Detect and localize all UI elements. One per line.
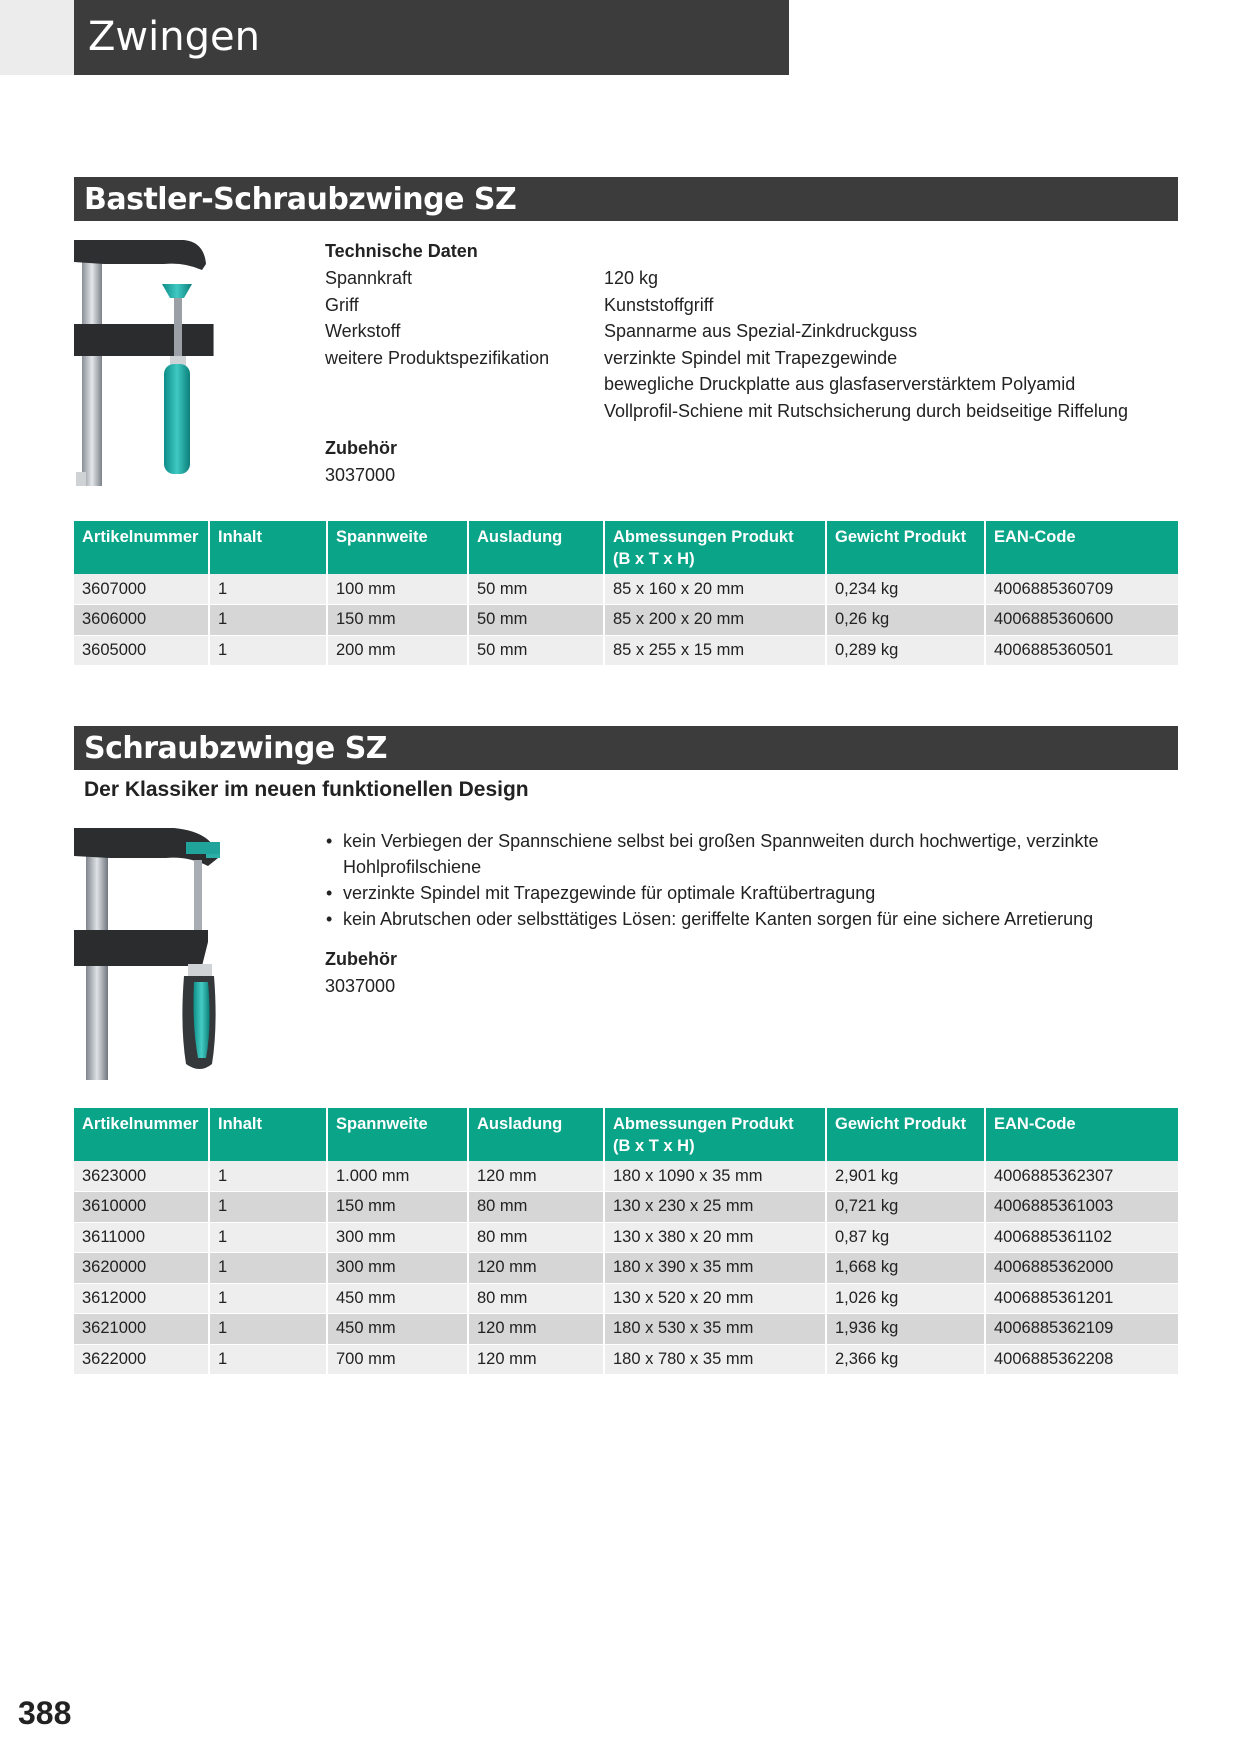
table-cell: 150 mm (327, 1192, 468, 1223)
table-cell: 85 x 160 x 20 mm (604, 574, 826, 605)
table-row (74, 1253, 1178, 1284)
col-header: Inhalt (209, 1108, 327, 1161)
table-cell: 80 mm (468, 1192, 604, 1223)
col-header: Ausladung (468, 1108, 604, 1161)
accessory-block (325, 435, 397, 488)
table-cell: 120 mm (468, 1253, 604, 1284)
table-cell: 4006885362000 (985, 1253, 1178, 1284)
table-cell: 1 (209, 1253, 327, 1284)
col-header (604, 521, 826, 574)
accessory-heading: Zubehör (325, 949, 397, 969)
table-cell: 4006885360501 (985, 635, 1178, 666)
table-cell: 0,289 kg (826, 635, 985, 666)
table-cell: 3605000 (74, 635, 209, 666)
table-cell: 130 x 380 x 20 mm (604, 1222, 826, 1253)
table-cell: 4006885362208 (985, 1344, 1178, 1375)
table-cell: 80 mm (468, 1283, 604, 1314)
table-cell: 3606000 (74, 605, 209, 636)
col-header: Gewicht Produkt (826, 1108, 985, 1161)
table-cell: 1 (209, 574, 327, 605)
table-row (74, 574, 1178, 605)
col-header-sub: (B x T x H) (613, 1137, 695, 1155)
feature-item (325, 828, 1098, 880)
spec-value: Vollprofil-Schiene mit Rutschsicherung durch beidseitige Riffelung (604, 400, 1128, 421)
section-header-schraubzwinge (74, 726, 1178, 770)
table-cell: 4006885361102 (985, 1222, 1178, 1253)
table-cell: 100 mm (327, 574, 468, 605)
accessory-value: 3037000 (325, 464, 396, 485)
col-header: Gewicht Produkt (826, 521, 985, 574)
table-cell: 4006885360600 (985, 605, 1178, 636)
table-cell: 180 x 530 x 35 mm (604, 1314, 826, 1345)
table-cell: 0,87 kg (826, 1222, 985, 1253)
spec-label: weitere Produktspezifikation (325, 347, 550, 368)
table-cell: 1,668 kg (826, 1253, 985, 1284)
col-header: Inhalt (209, 521, 327, 574)
product-image-bastler-clamp (74, 236, 214, 492)
table-cell: 700 mm (327, 1344, 468, 1375)
table-cell: 1 (209, 1222, 327, 1253)
table-cell: 3622000 (74, 1344, 209, 1375)
table-row (74, 635, 1178, 666)
product-table-bastler (74, 521, 1178, 666)
feature-item: • kein Abrutschen oder selbsttätiges Lösen: geriffelte Kanten sorgen für eine sichere Arretierung (325, 906, 1098, 932)
table-cell: 2,901 kg (826, 1161, 985, 1192)
feature-text-cont: Hohlprofilschiene (343, 857, 482, 877)
table-cell: 50 mm (468, 574, 604, 605)
spec-label: Griff (325, 294, 359, 315)
table-cell: 0,26 kg (826, 605, 985, 636)
table-cell: 3607000 (74, 574, 209, 605)
table-cell: 1,026 kg (826, 1283, 985, 1314)
accessory-heading: Zubehör (325, 438, 397, 458)
page-header (74, 0, 789, 75)
table-cell: 3621000 (74, 1314, 209, 1345)
feature-item: • verzinkte Spindel mit Trapezgewinde für optimale Kraftübertragung (325, 880, 1098, 906)
table-cell: 120 mm (468, 1161, 604, 1192)
col-header-sub: (B x T x H) (613, 550, 695, 568)
spec-value: Spannarme aus Spezial-Zinkdruckguss (604, 321, 918, 341)
table-cell: 0,721 kg (826, 1192, 985, 1223)
table-cell: 1,936 kg (826, 1314, 985, 1345)
col-header (604, 1108, 826, 1161)
page-title: Zwingen (88, 14, 260, 60)
table-cell: 130 x 520 x 20 mm (604, 1283, 826, 1314)
col-header: Artikelnummer (74, 1108, 209, 1161)
table-cell: 50 mm (468, 605, 604, 636)
table-cell: 1 (209, 1161, 327, 1192)
tech-data-heading: Technische Daten (325, 241, 478, 261)
accessory-block (325, 946, 397, 999)
table-cell: 3623000 (74, 1161, 209, 1192)
col-header: EAN-Code (985, 1108, 1178, 1161)
col-header: Spannweite (327, 1108, 468, 1161)
table-cell: 1 (209, 1192, 327, 1223)
table-cell: 150 mm (327, 605, 468, 636)
table-cell: 85 x 200 x 20 mm (604, 605, 826, 636)
spec-values (604, 265, 1128, 424)
table-row (74, 1192, 1178, 1223)
table-cell: 4006885362307 (985, 1161, 1178, 1192)
table-cell: 1 (209, 605, 327, 636)
product-image-schraubzwinge (74, 826, 220, 1082)
table-cell: 4006885360709 (985, 574, 1178, 605)
col-header: Spannweite (327, 521, 468, 574)
table-cell: 200 mm (327, 635, 468, 666)
table-cell: 450 mm (327, 1314, 468, 1345)
table-cell: 3610000 (74, 1192, 209, 1223)
table-cell: 0,234 kg (826, 574, 985, 605)
page-header-margin (0, 0, 74, 75)
table-cell: 180 x 1090 x 35 mm (604, 1161, 826, 1192)
table-cell: 120 mm (468, 1344, 604, 1375)
tech-data-block (325, 238, 478, 265)
section-header-bastler (74, 177, 1178, 221)
accessory-value: 3037000 (325, 975, 396, 996)
col-header-text: Abmessungen Produkt (613, 1115, 794, 1133)
table-cell: 3612000 (74, 1283, 209, 1314)
spec-value: verzinkte Spindel mit Trapezgewinde (604, 347, 898, 368)
table-header-row (74, 1108, 1178, 1161)
section-title: Bastler-Schraubzwinge SZ (84, 182, 517, 217)
page-number: 388 (18, 1695, 72, 1731)
spec-label: Werkstoff (325, 321, 401, 341)
spec-value: bewegliche Druckplatte aus glasfaserverstärktem Polyamid (604, 374, 1076, 394)
table-row (74, 1314, 1178, 1345)
table-row (74, 605, 1178, 636)
table-cell: 300 mm (327, 1253, 468, 1284)
spec-label: Spannkraft (325, 268, 413, 288)
table-row (74, 1283, 1178, 1314)
table-cell: 1 (209, 1344, 327, 1375)
spec-labels (325, 265, 549, 371)
table-cell: 4006885361003 (985, 1192, 1178, 1223)
feature-text: kein Verbiegen der Spannschiene selbst bei großen Spannweiten durch hochwertige, verzinkte (343, 831, 1099, 851)
table-cell: 3620000 (74, 1253, 209, 1284)
spec-value: Kunststoffgriff (604, 294, 714, 315)
table-cell: 85 x 255 x 15 mm (604, 635, 826, 666)
section-title: Schraubzwinge SZ (84, 731, 388, 766)
table-row (74, 1222, 1178, 1253)
table-cell: 450 mm (327, 1283, 468, 1314)
table-cell: 180 x 390 x 35 mm (604, 1253, 826, 1284)
col-header: Artikelnummer (74, 521, 209, 574)
table-cell: 1 (209, 1283, 327, 1314)
table-cell: 1 (209, 1314, 327, 1345)
table-cell: 2,366 kg (826, 1344, 985, 1375)
table-cell: 4006885361201 (985, 1283, 1178, 1314)
table-cell: 300 mm (327, 1222, 468, 1253)
table-row (74, 1344, 1178, 1375)
feature-list (325, 828, 1098, 932)
table-cell: 80 mm (468, 1222, 604, 1253)
table-cell: 50 mm (468, 635, 604, 666)
col-header: Ausladung (468, 521, 604, 574)
table-row (74, 1161, 1178, 1192)
product-table-schraubzwinge (74, 1108, 1178, 1375)
table-cell: 4006885362109 (985, 1314, 1178, 1345)
spec-value: 120 kg (604, 268, 659, 288)
table-cell: 120 mm (468, 1314, 604, 1345)
table-cell: 1.000 mm (327, 1161, 468, 1192)
section-subtitle: Der Klassiker im neuen funktionellen Design (84, 778, 529, 801)
table-cell: 1 (209, 635, 327, 666)
table-header-row (74, 521, 1178, 574)
table-cell: 180 x 780 x 35 mm (604, 1344, 826, 1375)
col-header-text: Abmessungen Produkt (613, 528, 794, 546)
table-cell: 130 x 230 x 25 mm (604, 1192, 826, 1223)
col-header: EAN-Code (985, 521, 1178, 574)
table-cell: 3611000 (74, 1222, 209, 1253)
